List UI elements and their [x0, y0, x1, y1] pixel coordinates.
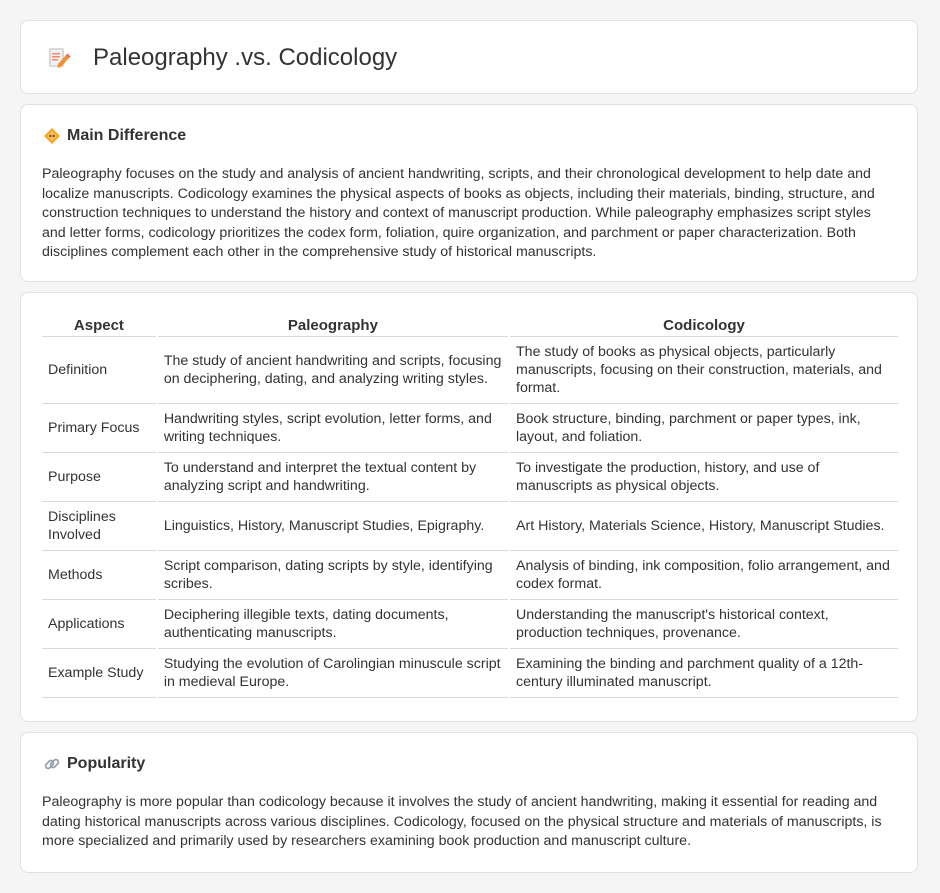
diamond-icon — [43, 127, 61, 145]
main-difference-heading: Main Difference — [67, 127, 187, 144]
page-title: Paleography .vs. Codicology — [93, 44, 398, 71]
table-row — [42, 502, 898, 551]
table-row — [42, 649, 898, 698]
link-icon — [43, 755, 61, 773]
row-codicology: Art History, Materials Science, History, Manuscript Studies. — [509, 502, 898, 551]
table-header-row — [42, 315, 898, 337]
table-row — [42, 453, 898, 502]
row-aspect: Applications — [42, 600, 157, 649]
row-codicology: The study of books as physical objects, particularly manuscripts, focusing on their construction, materials, and format. — [509, 337, 898, 404]
comparison-table — [42, 315, 898, 698]
table-row — [42, 337, 898, 404]
title-row — [45, 43, 397, 73]
main-difference-card — [20, 104, 918, 282]
title-card — [20, 20, 918, 94]
main-difference-header — [43, 127, 186, 145]
row-aspect: Methods — [42, 551, 157, 600]
main-difference-text: Paleography focuses on the study and analysis of ancient handwriting, scripts, and their chronological development to help date and localize manuscripts. Codicology examines the physical aspects of books as objects, including their materials, binding, structure, and construction techniques to understand the history and context of manuscript production. While paleography emphasizes script styles and letter forms, codicology prioritizes the codex form, foliation, quire organization, and parchment or paper characterization. Both disciplines complement each other in the comprehensive study of historical manuscripts. — [42, 166, 875, 261]
header-codicology: Codicology — [509, 315, 898, 337]
popularity-heading: Popularity — [67, 755, 146, 772]
table-row — [42, 404, 898, 453]
row-aspect: Definition — [42, 337, 157, 404]
header-aspect: Aspect — [42, 315, 157, 337]
row-paleography: Deciphering illegible texts, dating documents, authenticating manuscripts. — [157, 600, 509, 649]
row-codicology: Examining the binding and parchment quality of a 12th-century illuminated manuscript. — [509, 649, 898, 698]
row-aspect: Purpose — [42, 453, 157, 502]
row-paleography: To understand and interpret the textual content by analyzing script and handwriting. — [157, 453, 509, 502]
row-aspect: Example Study — [42, 649, 157, 698]
row-paleography: Linguistics, History, Manuscript Studies, Epigraphy. — [157, 502, 509, 551]
row-aspect: Primary Focus — [42, 404, 157, 453]
row-paleography: The study of ancient handwriting and scripts, focusing on deciphering, dating, and analyzing writing styles. — [157, 337, 509, 404]
table-row — [42, 551, 898, 600]
comparison-table-card — [20, 292, 918, 722]
row-codicology: Understanding the manuscript's historical context, production techniques, provenance. — [509, 600, 898, 649]
row-codicology: Book structure, binding, parchment or paper types, ink, layout, and foliation. — [509, 404, 898, 453]
header-paleography: Paleography — [157, 315, 509, 337]
popularity-card — [20, 732, 918, 873]
table-row — [42, 600, 898, 649]
row-paleography: Script comparison, dating scripts by style, identifying scribes. — [157, 551, 509, 600]
row-codicology: Analysis of binding, ink composition, folio arrangement, and codex format. — [509, 551, 898, 600]
row-paleography: Handwriting styles, script evolution, letter forms, and writing techniques. — [157, 404, 509, 453]
document-pencil-icon — [45, 45, 71, 71]
popularity-text: Paleography is more popular than codicology because it involves the study of ancient handwriting, making it essential for reading and dating historical manuscripts across various disciplines. Codicology, focused on the physical structure and materials of manuscripts, is more specialized and primarily used by researchers examining book production and manuscript culture. — [42, 794, 882, 850]
row-aspect: Disciplines Involved — [42, 502, 157, 551]
popularity-header — [43, 755, 145, 773]
row-codicology: To investigate the production, history, and use of manuscripts as physical objects. — [509, 453, 898, 502]
row-paleography: Studying the evolution of Carolingian minuscule script in medieval Europe. — [157, 649, 509, 698]
